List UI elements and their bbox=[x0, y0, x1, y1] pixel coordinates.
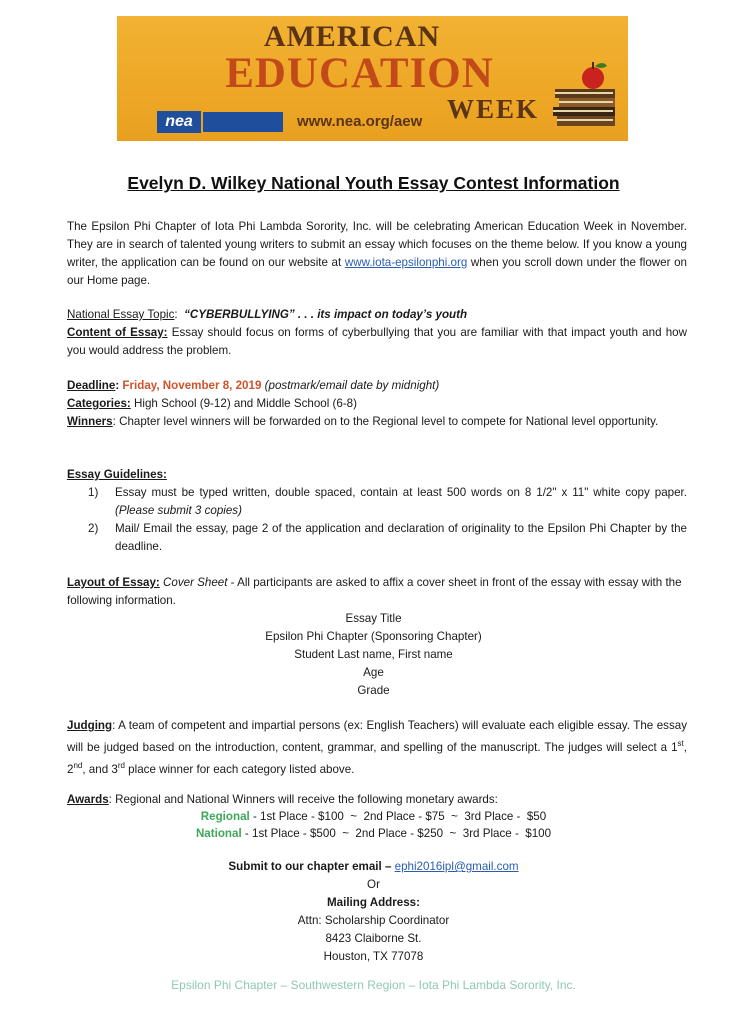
topic-label: National Essay Topic bbox=[67, 308, 175, 321]
layout-label: Layout of Essay: bbox=[67, 576, 160, 589]
nea-logo-text-block bbox=[203, 112, 283, 132]
content-value: Essay should focus on forms of cyberbullying that you are familiar with that impact youth and how you would address the problem. bbox=[67, 326, 687, 357]
winners-value: : Chapter level winners will be forwarded on to the Regional level to compete for National level opportunity. bbox=[112, 415, 659, 428]
national-awards bbox=[0, 825, 747, 843]
essay-topic: National Essay Topic: “CYBERBULLYING” . . . its impact on today’s youth bbox=[67, 308, 468, 321]
layout-value: - All participants are asked to affix a cover sheet in front of the essay with essay with the following information. bbox=[67, 576, 682, 607]
american-education-week-banner bbox=[117, 16, 628, 141]
intro-text-after: when you scroll down under the flower on our Home page. bbox=[67, 256, 687, 287]
essay-content bbox=[67, 324, 687, 360]
nea-logo-mark: nea bbox=[157, 111, 201, 133]
cover-sheet-item: Grade bbox=[357, 684, 390, 697]
guidelines-label: Essay Guidelines: bbox=[67, 468, 167, 481]
nea-logo bbox=[157, 111, 285, 135]
content-label: Content of Essay: bbox=[67, 326, 168, 339]
judging-paragraph: Judging: A team of competent and impartial persons (ex: English Teachers) will evaluate each eligible essay. The essay will be judged based on the introduction, content, grammar, and spelling of the manuscript. The judges will select a 1st, 2nd, and 3rd place winner for each category listed above. bbox=[67, 719, 687, 776]
national-value: - 1st Place - $500 ~ 2nd Place - $250 ~ 3rd Place - $100 bbox=[241, 827, 552, 840]
books-apple-icon bbox=[549, 56, 619, 132]
banner-url: www.nea.org/aew bbox=[297, 113, 423, 130]
layout-paragraph bbox=[67, 574, 687, 610]
judging-label: Judging bbox=[67, 719, 113, 732]
national-label: National bbox=[195, 827, 242, 840]
cover-sheet-item: Age bbox=[363, 666, 384, 679]
banner-line-education: EDUCATION bbox=[225, 50, 494, 97]
guidelines-heading bbox=[67, 466, 687, 484]
regional-label: Regional bbox=[200, 810, 250, 823]
banner-line-week: WEEK bbox=[447, 94, 540, 124]
footer-text: Epsilon Phi Chapter – Southwestern Region – Iota Phi Lambda Sorority, Inc. bbox=[171, 978, 576, 992]
layout-lead: Cover Sheet bbox=[159, 576, 228, 589]
deadline-line: Deadline: Friday, November 8, 2019 (postmark/email date by midnight) bbox=[67, 379, 440, 392]
awards-label: Awards bbox=[67, 793, 109, 806]
deadline-date: Friday, November 8, 2019 bbox=[122, 379, 262, 392]
awards-line bbox=[67, 791, 687, 809]
cover-sheet-item: Epsilon Phi Chapter (Sponsoring Chapter) bbox=[265, 630, 482, 643]
submit-line bbox=[0, 858, 747, 876]
website-link[interactable]: www.iota-epsilonphi.org bbox=[344, 256, 468, 269]
banner-line-american: AMERICAN bbox=[263, 20, 441, 53]
address-line: Attn: Scholarship Coordinator bbox=[297, 914, 450, 927]
winners-line bbox=[67, 413, 687, 431]
deadline-note: (postmark/email date by midnight) bbox=[264, 379, 440, 392]
guideline-text: Mail/ Email the essay, page 2 of the application and declaration of originality to the Epsilon Phi Chapter by the deadline. bbox=[115, 522, 687, 553]
topic-value: “CYBERBULLYING” . . . its impact on today’s youth bbox=[184, 308, 468, 321]
address-line: 8423 Claiborne St. bbox=[325, 932, 422, 945]
guideline-text: Essay must be typed written, double spaced, contain at least 500 words on 8 1/2" x 11" white copy paper. (Please submit 3 copies) bbox=[115, 486, 687, 517]
deadline-label: Deadline bbox=[67, 379, 116, 392]
winners-label: Winners bbox=[67, 415, 113, 428]
or-text: Or bbox=[367, 878, 380, 891]
page-title: Evelyn D. Wilkey National Youth Essay Contest Information bbox=[127, 173, 620, 193]
regional-awards bbox=[0, 808, 747, 826]
intro-paragraph bbox=[67, 218, 687, 290]
categories-line bbox=[67, 395, 687, 413]
guideline-number: 1) bbox=[88, 486, 99, 499]
mailing-address-label: Mailing Address: bbox=[327, 896, 420, 909]
categories-label: Categories: bbox=[67, 397, 131, 410]
cover-sheet-item: Essay Title bbox=[345, 612, 402, 625]
intro-text: The Epsilon Phi Chapter of Iota Phi Lambda Sorority, Inc. will be celebrating American Education Week in November. They are in search of talented young writers to submit an essay which focuses on the theme below. If you know a young writer, the application can be found on our website at bbox=[67, 220, 687, 269]
awards-value: : Regional and National Winners will receive the following monetary awards: bbox=[108, 793, 498, 806]
submit-label: Submit to our chapter email – bbox=[228, 860, 395, 873]
address-line: Houston, TX 77078 bbox=[323, 950, 424, 963]
email-link[interactable]: ephi2016ipl@gmail.com bbox=[394, 860, 519, 873]
cover-sheet-item: Student Last name, First name bbox=[294, 648, 453, 661]
regional-value: - 1st Place - $100 ~ 2nd Place - $75 ~ 3rd Place - $50 bbox=[249, 810, 547, 823]
guideline-number: 2) bbox=[88, 522, 99, 535]
categories-value: High School (9-12) and Middle School (6-8) bbox=[130, 397, 357, 410]
